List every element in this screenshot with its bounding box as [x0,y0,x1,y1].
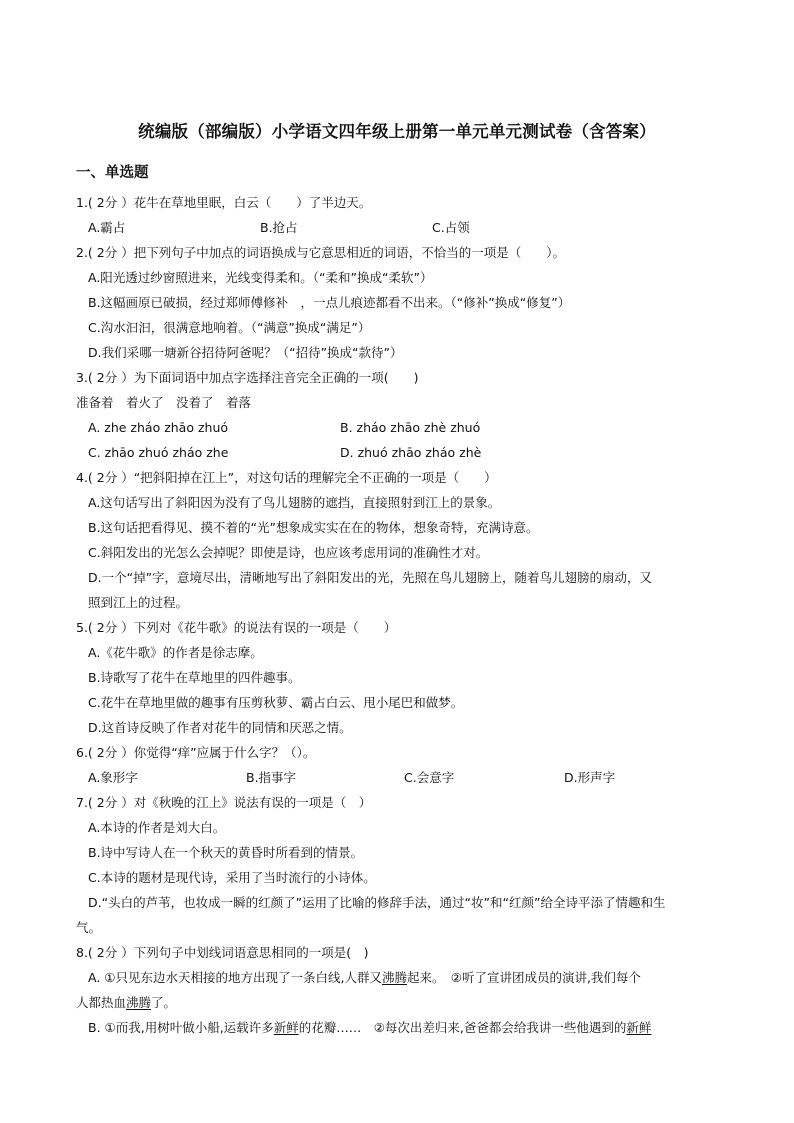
question-7-option-c: C.本诗的题材是现代诗，采用了当时流行的小诗体。 [88,870,376,885]
question-8-option-b [88,1019,651,1037]
question-2-option-b: B.这幅画原已破损，经过郑师傅修补 ，一点儿痕迹都看不出来。（“修补”换成“修复”） [88,295,571,310]
question-4-option-d-continued: 照到江上的过程。 [88,595,189,610]
question-4-stem: 4.( 2分 ）“把斜阳掉在江上”，对这句话的理解完全不正确的一项是（ ） [76,470,497,485]
question-4-option-a: A.这句话写出了斜阳因为没有了鸟儿翅膀的遮挡，直接照射到江上的景象。 [88,495,501,510]
question-5-stem: 5.( 2分 ）下列对《花牛歌》的说法有误的一项是（ ） [76,620,397,635]
question-4-option-b: B.这句话把看得见、摸不着的“光”想象成实实在在的物体，想象奇特，充满诗意。 [88,520,539,535]
question-6-option-d: D.形声字 [564,770,616,785]
underlined-word: 新鲜 [626,1020,652,1035]
question-8-option-a-text-2: 起来。 ②听了宣讲团成员的演讲,我们每个 [406,970,641,985]
question-6-option-a: A.象形字 [88,770,138,785]
question-8-option-a-continued [76,994,176,1012]
question-8-stem: 8.( 2分 ）下列句子中划线词语意思相同的一项是( ) [76,945,369,960]
question-6-stem: 6.( 2分 ）你觉得“痒”应属于什么字？（）。 [76,745,316,760]
question-7-option-b: B.诗中写诗人在一个秋天的黄昏时所看到的情景。 [88,845,364,860]
question-3-option-b: B. zháo zhāo zhè zhuó [340,420,481,435]
question-8-option-a-text-3: 人都热血 [76,995,127,1010]
question-6-option-b: B.指事字 [246,770,297,785]
question-1-option-c: C.占领 [432,220,470,235]
question-3-option-d: D. zhuó zhāo zháo zhè [340,445,482,460]
question-2-stem: 2.( 2分 ）把下列句子中加点的词语换成与它意思相近的词语，不恰当的一项是（ ）。 [76,245,565,260]
question-2-option-c: C.沟水汩汩，很满意地响着。（“满意”换成“满足”） [88,320,371,335]
question-8-option-b-text-2: 的花瓣…… ②每次出差归来,爸爸都会给我讲一些他遇到的 [298,1020,627,1035]
underlined-word: 沸腾 [381,970,407,985]
question-3-stem: 3.( 2分 ）为下面词语中加点字选择注音完全正确的一项( ) [76,370,419,385]
question-3-words: 准备着 着火了 没着了 着落 [76,395,252,410]
page-title: 统编版（部编版）小学语文四年级上册第一单元单元测试卷（含答案） [138,122,656,141]
question-3-option-a: A. zhe zháo zhāo zhuó [88,420,229,435]
question-5-option-d: D.这首诗反映了作者对花牛的同情和厌恶之情。 [88,720,352,735]
question-1-option-b: B.抢占 [260,220,298,235]
question-3-option-c: C. zhāo zhuó zháo zhe [88,445,229,460]
question-5-option-c: C.花牛在草地里做的趣事有压剪秋萝、霸占白云、甩小尾巴和做梦。 [88,695,464,710]
question-1-stem: 1.( 2分 ）花牛在草地里眠，白云（ ）了半边天。 [76,195,372,210]
question-1-option-a: A.霸占 [88,220,126,235]
underlined-word: 沸腾 [126,995,152,1010]
underlined-word: 新鲜 [273,1020,299,1035]
question-7-stem: 7.( 2分 ）对《秋晚的江上》说法有误的一项是（ ） [76,795,372,810]
question-7-option-a: A.本诗的作者是刘大白。 [88,820,226,835]
question-8-option-b-text: B. ①而我,用树叶做小船,运载许多 [88,1020,274,1035]
question-4-option-d: D.一个“掉”字，意境尽出，清晰地写出了斜阳发出的光，先照在鸟儿翅膀上，随着鸟儿翅膀的扇动，又 [88,570,653,585]
question-2-option-d: D.我们采哪一塘新谷招待阿爸呢？（“招待”换成“款待”） [88,345,403,360]
question-2-option-a: A.阳光透过纱窗照进来，光线变得柔和。（“柔和”换成“柔软”） [88,270,433,285]
section-heading: 一、单选题 [76,165,149,181]
question-6-option-c: C.会意字 [404,770,455,785]
question-8-option-a-text: A. ①只见东边水天相接的地方出现了一条白线,人群又 [88,970,382,985]
question-7-option-d-continued: 气。 [76,920,102,935]
question-4-option-c: C.斜阳发出的光怎么会掉呢？即使是诗，也应该考虑用词的准确性才对。 [88,545,489,560]
question-5-option-b: B.诗歌写了花牛在草地里的四件趣事。 [88,670,301,685]
question-8-option-a-text-4: 了。 [151,995,177,1010]
question-8-option-a [88,969,641,987]
question-7-option-d: D.“头白的芦苇，也妆成一瞬的红颜了”运用了比喻的修辞手法，通过“妆”和“红颜”给全诗平添了情趣和生 [88,895,666,910]
question-5-option-a: A.《花牛歌》的作者是徐志摩。 [88,645,263,660]
